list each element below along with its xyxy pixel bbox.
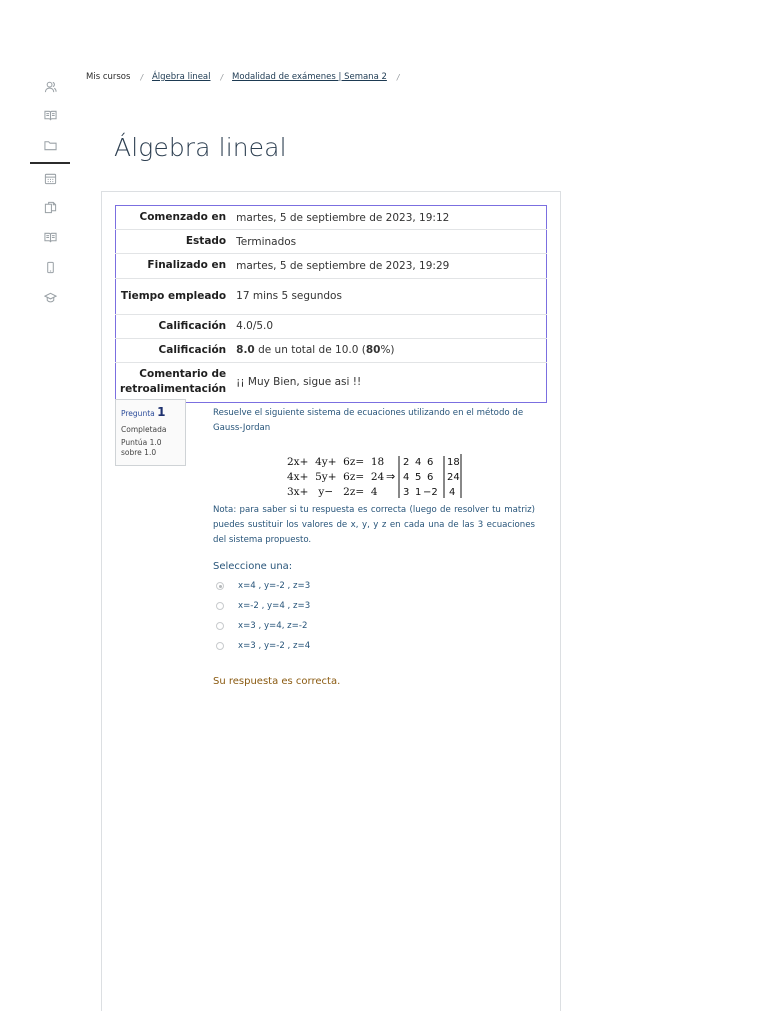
- radio-button[interactable]: [216, 642, 224, 650]
- breadcrumb-course[interactable]: Álgebra lineal: [151, 72, 211, 82]
- answer-options: [216, 576, 310, 656]
- summary-value: 17 mins 5 segundos: [236, 290, 342, 303]
- summary-label: Finalizado en: [147, 259, 227, 272]
- question-note: Nota: para saber si tu respuesta es correcta (luego de resolver tu matriz) puedes sustituir los valores de x, y, y z en cada una de las 3 ecuaciones del sistema propuesto.: [213, 505, 535, 546]
- matrix-cell: 4: [449, 487, 456, 498]
- implies-arrow: ⇒: [386, 470, 396, 483]
- mobile-icon[interactable]: [30, 256, 70, 278]
- question-number: [121, 405, 180, 421]
- equation-line: 4x+ 5y+ 6z= 24: [287, 471, 385, 483]
- answer-option[interactable]: [216, 616, 310, 636]
- summary-value: [232, 338, 546, 362]
- breadcrumb-my-courses[interactable]: Mis cursos: [86, 72, 131, 82]
- select-one-label: Seleccione una:: [213, 561, 293, 572]
- summary-value: martes, 5 de septiembre de 2023, 19:29: [236, 260, 450, 273]
- radio-button-selected[interactable]: [216, 582, 224, 590]
- answer-option-label[interactable]: x=4 , y=-2 , z=3: [238, 581, 311, 591]
- matrix-cell: 4: [415, 457, 422, 468]
- active-nav-indicator: [30, 162, 70, 164]
- summary-label: Tiempo empleado: [120, 289, 227, 302]
- matrix-cell: 2: [403, 457, 410, 468]
- matrix-cell: 5: [415, 472, 422, 483]
- matrix-cell: 1: [415, 487, 422, 498]
- breadcrumb-separator: /: [220, 72, 224, 82]
- radio-button[interactable]: [216, 622, 224, 630]
- graduation-cap-icon[interactable]: [30, 286, 70, 308]
- answer-option-label[interactable]: x=3 , y=4, z=-2: [238, 621, 308, 631]
- book-icon[interactable]: [30, 226, 70, 248]
- grade-total-text: de un total de 10.0 (: [254, 344, 366, 357]
- summary-value: ¡¡ Muy Bien, sigue asi !!: [236, 376, 362, 389]
- summary-label: Comenzado en: [139, 211, 227, 223]
- summary-label: Estado: [185, 235, 227, 248]
- matrix-cell: 6: [427, 472, 434, 483]
- participants-icon[interactable]: [30, 75, 70, 97]
- question-status: Completada: [121, 424, 167, 434]
- question-prefix: Pregunta: [121, 409, 155, 418]
- matrix-cell: 24: [447, 472, 460, 483]
- summary-label: Calificación: [158, 343, 227, 356]
- answer-option-label[interactable]: x=-2 , y=4 , z=3: [238, 601, 311, 611]
- breadcrumb-section[interactable]: Modalidad de exámenes | Semana 2: [232, 72, 387, 82]
- question-text: Resuelve el siguiente sistema de ecuaciones utilizando en el método de Gauss-Jordan: [213, 408, 524, 433]
- matrix-cell: 4: [403, 472, 410, 483]
- answer-option[interactable]: [216, 576, 310, 596]
- summary-label: Calificación: [158, 319, 227, 332]
- summary-value: martes, 5 de septiembre de 2023, 19:12: [236, 211, 450, 224]
- question-info-box: [115, 399, 186, 466]
- breadcrumb-separator: /: [140, 72, 143, 82]
- summary-row: [116, 338, 547, 362]
- summary-row: [116, 278, 547, 314]
- summary-row: [116, 314, 547, 338]
- matrix-cell: 3: [403, 487, 410, 498]
- book-icon[interactable]: [30, 104, 70, 126]
- page-title: Álgebra lineal: [114, 133, 287, 162]
- attempt-summary-table: [115, 205, 547, 403]
- summary-row: [116, 254, 547, 278]
- summary-row: [116, 206, 547, 230]
- summary-value: 4.0/5.0: [236, 320, 274, 333]
- grade-percent-suffix: %): [380, 344, 395, 357]
- equation-line: 3x+ y− 2z= 4: [287, 486, 378, 498]
- folder-icon[interactable]: [30, 134, 70, 156]
- summary-row: [116, 230, 547, 254]
- summary-row: [116, 363, 547, 402]
- radio-button[interactable]: [216, 602, 224, 610]
- equation-line: 2x+ 4y+ 6z= 18: [287, 456, 385, 468]
- summary-label: Comentario de retroalimentación: [120, 368, 227, 396]
- question-score: Puntúa 1.0 sobre 1.0: [121, 438, 162, 458]
- question-number-value: 1: [157, 405, 166, 419]
- breadcrumb: [86, 72, 408, 82]
- answer-option-label[interactable]: x=3 , y=-2 , z=4: [238, 641, 311, 651]
- answer-option[interactable]: [216, 596, 310, 616]
- calendar-icon[interactable]: [30, 167, 70, 189]
- summary-value: Terminados: [236, 235, 297, 248]
- grade-value: 8.0: [236, 344, 255, 357]
- matrix-cell: −2: [423, 487, 438, 498]
- answer-feedback: Su respuesta es correcta.: [213, 676, 341, 687]
- grade-percent: 80: [365, 344, 381, 357]
- files-icon[interactable]: [30, 196, 70, 218]
- matrix-cell: 6: [427, 457, 434, 468]
- equation-system: [284, 452, 474, 500]
- matrix-cell: 18: [447, 457, 460, 468]
- breadcrumb-separator: /: [396, 72, 400, 82]
- answer-option[interactable]: [216, 636, 310, 656]
